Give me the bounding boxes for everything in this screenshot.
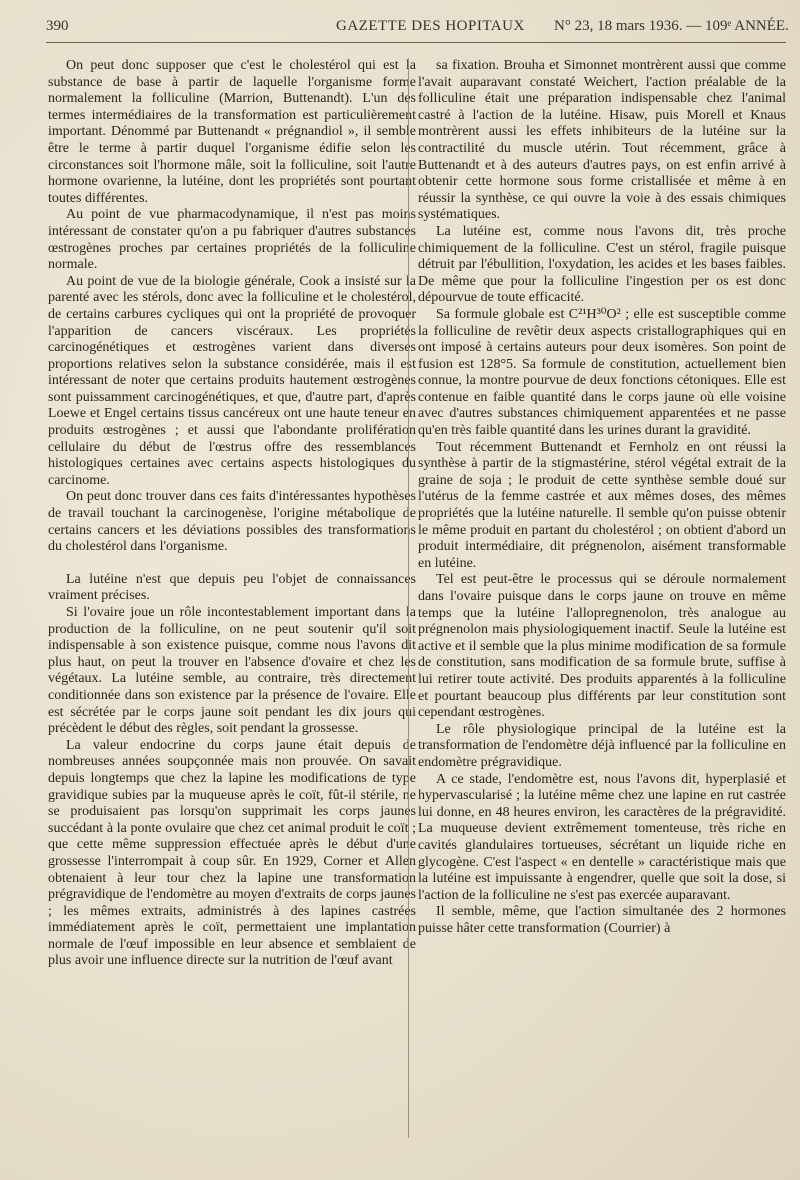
paragraph: Tout récemment Buttenandt et Fernholz en ont réussi la synthèse à partir de la stigmastérine, stérol végétal extrait de la graine de soja ; le produit de cette synthèse semble doué sur l'utérus de la femme castrée et aux mêmes doses, des mêmes propriétés que la lutéine naturelle. Il semble qu'on puisse obtenir le même produit en partant du cholestérol ; on obtient d'abord un produit intermédiaire, dit prégnenolon, aisément transformable en lutéine. xyxy=(418,439,786,571)
paragraph: Le rôle physiologique principal de la lutéine est la transformation de l'endomètre déjà influencé par la folliculine en endomètre prégravidique. xyxy=(418,721,786,770)
paragraph: Au point de vue pharmacodynamique, il n'est pas moins intéressant de constater qu'on a pu fabriquer d'autres substances œstrogènes proches par certaines propriétés de la folliculine normale. xyxy=(48,207,416,273)
paragraph: La lutéine est, comme nous l'avons dit, très proche chimiquement de la folliculine. C'est un stérol, fragile puisque détruit par l'ébullition, l'oxydation, les acides et les bases faibles. De même que pour la folliculine l'ingestion per os est donc dépourvue de toute efficacité. xyxy=(418,223,786,306)
paragraph: Sa formule globale est C²¹H³⁰O² ; elle est susceptible comme la folliculine de revêtir deux aspects cristallographiques qui en ont imposé à certains auteurs pour deux isomères. Son point de fusion est 128°5. Sa formule de constitution, actuellement bien connue, la montre pourvue de deux fonctions cétoniques. Elle est contenue en faible quantité dans le corps jaune où elle voisine avec d'autres substances chimiquement apparentées et ne passe qu'en très faible quantité dans les urines durant la gravidité. xyxy=(418,306,786,439)
paragraph: La valeur endocrine du corps jaune était depuis de nombreuses années soupçonnée mais non prouvée. On savait depuis longtemps que chez la lapine les modifications de type gravidique subies par la muqueuse après le coït, fût-il stérile, ne se produisaient pas lorsqu'on supprimait les corps jaunes succédant à la ponte ovulaire que chez cet animal produit le coït ; que cette même suppression effectuée après le début d'une grossesse l'interrompait à coup sûr. En 1929, Corner et Allen obtenaient à leur tour chez la lapine une transformation prégravidique de l'endomètre au moyen d'extraits de corps jaunes ; les mêmes extraits, administrés à des lapines castrées immédiatement après le coït, permettaient une implantation normale de l'œuf impossible en leur absence et semblaient de plus avoir une influence directe sur la nutrition de l'œuf avant xyxy=(48,737,416,969)
header-rule xyxy=(46,42,786,43)
section-gap xyxy=(48,556,416,572)
left-column xyxy=(48,58,416,970)
issue-info: N° 23, 18 mars 1936. — 109ᵉ ANNÉE. xyxy=(554,18,789,34)
paragraph: A ce stade, l'endomètre est, nous l'avons dit, hyperplasié et hypervascularisé ; la lutéine même chez une lapine en rut castrée lui donne, en 48 heures environ, les caractères de la prégravidité. La muqueuse devient extrêmement tomenteuse, très riche en cavités glandulaires tortueuses, sécrétant un liquide riche en glycogène. C'est l'aspect « en dentelle » caractéristique mais que la lutéine est impuissante à engendrer, quelle que soit la dose, si l'action de la folliculine ne s'est pas exercée auparavant. xyxy=(418,771,786,903)
paragraph: La lutéine n'est que depuis peu l'objet de connaissances vraiment précises. xyxy=(48,571,416,604)
paragraph: sa fixation. Brouha et Simonnet montrèrent aussi que comme l'avait auparavant constaté Weichert, l'action préalable de la folliculine était une préparation indispensable chez l'animal castré à l'action de la lutéine. Hisaw, puis Morell et Knaus montrèrent aussi les effets inhibiteurs de la lutéine sur la contractilité du muscle utérin. Tout récemment, grâce à Buttenandt et à des auteurs d'autres pays, on est enfin arrivé à obtenir cette hormone sous forme cristallisée et même à en réussir la synthèse, ce qui ouvre la voie à des essais chimiques systématiques. xyxy=(418,58,786,223)
right-column xyxy=(418,58,786,937)
page-header xyxy=(46,16,789,40)
column-divider xyxy=(408,58,409,1138)
paragraph: Si l'ovaire joue un rôle incontestablement important dans la production de la folliculine, on ne peut soutenir qu'il soit indispensable à son existence puisque, comme nous l'avons dit plus haut, on peut la trouver en l'absence d'ovaire et chez les végétaux. La lutéine semble, au contraire, très directement conditionnée dans son existence par la présence de l'ovaire. Elle est sécrétée par le corps jaune soit pendant les dix jours qui précèdent le début des règles, soit pendant la grossesse. xyxy=(48,605,416,737)
page-number: 390 xyxy=(46,18,69,34)
paragraph: Tel est peut-être le processus qui se déroule normalement dans l'ovaire puisque dans le corps jaune on trouve en même temps que la lutéine l'allopregnenolon, très analogue au prégnenolon mais physiologiquement inactif. Seule la lutéine est active et il semble que la plus minime modification de sa formule de constitution, sans modification de sa formule brute, suffise à lui retirer toute activité. Des produits apparentés à la folliculine et pourtant beaucoup plus différents par leur constitution sont cependant œstrogènes. xyxy=(418,572,786,721)
journal-title: GAZETTE DES HOPITAUX xyxy=(336,18,525,34)
paragraph: On peut donc trouver dans ces faits d'intéressantes hypothèses de travail touchant la carcinogenèse, l'origine métabolique de certains cancers et les déviations possibles des transformations du cholestérol dans l'organisme. xyxy=(48,489,416,555)
paragraph: On peut donc supposer que c'est le cholestérol qui est la substance de base à partir de laquelle l'organisme forme normalement la folliculine (Marrion, Buttenandt). L'un des termes intermédiaires de la transformation est particulièrement important. Dénommé par Buttenandt « prégnandiol », il semble être le terme à partir duquel l'organisme édifie selon les circonstances soit l'hormone mâle, soit la folliculine, soit l'autre hormone ovarienne, la lutéine, dont les propriétés sont pourtant toutes différentes. xyxy=(48,58,416,206)
paragraph: Il semble, même, que l'action simultanée des 2 hormones puisse hâter cette transformation (Courrier) à xyxy=(418,904,786,936)
paragraph: Au point de vue de la biologie générale, Cook a insisté sur la parenté avec les stérols, donc avec la folliculine et le cholestérol, de certains carbures cycliques qui ont la propriété de provoquer l'apparition de cancers viscéraux. Les propriétés carcinogénétiques et œstrogènes varient dans diverses proportions relatives selon la substance considérée, mais il est intéressant de noter que certains produits hautement œstrogènes sont puissamment carcinogénétiques, et que, d'autre part, d'après Loewe et Engel certains tissus cancéreux ont une haute teneur en produits œstrogènes ; et aussi que l'abondante prolifération cellulaire du début de l'œstrus offre des ressemblances histologiques certaines avec certains aspects histologiques du carcinome. xyxy=(48,273,416,488)
